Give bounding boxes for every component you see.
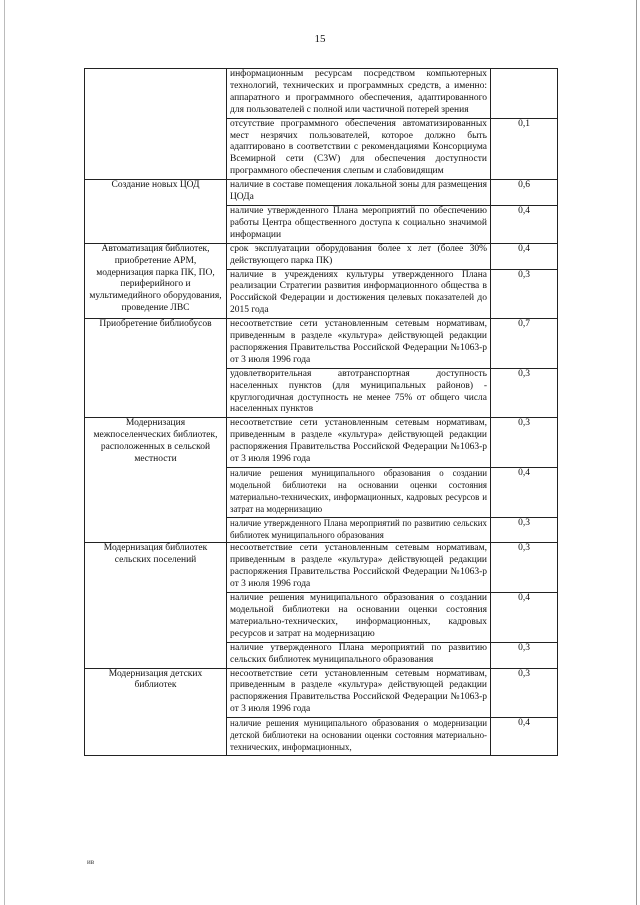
page-number: 15 <box>314 33 326 45</box>
table-row <box>85 543 558 593</box>
table-row <box>85 180 558 206</box>
weight-cell: 0,4 <box>491 718 558 756</box>
condition-cell: наличие утвержденного Плана мероприятий по развитию сельских библиотек муниципального образования <box>227 642 491 668</box>
condition-cell: несоответствие сети установленным сетевым нормативам, приведенным в разделе «культура» действующей редакции распоряжения Правительства Российской Федерации №1063-р от 3 июля 1996 года <box>227 543 491 593</box>
direction-cell: Модернизация детских библиотек <box>85 668 227 755</box>
table-row <box>85 69 558 119</box>
weight-cell: 0,3 <box>491 368 558 418</box>
direction-cell: Модернизация межпоселенческих библиотек, расположенных в сельской местности <box>85 418 227 543</box>
direction-cell <box>85 69 227 180</box>
weight-cell: 0,4 <box>491 243 558 269</box>
weight-cell <box>491 69 558 119</box>
table-row <box>85 668 558 718</box>
direction-cell: Автоматизация библиотек, приобретение АРМ, модернизация парка ПК, ПО, периферийного и мультимедийного оборудования, проведение ЛВС <box>85 243 227 318</box>
condition-cell: несоответствие сети установленным сетевым нормативам, приведенным в разделе «культура» действующей редакции распоряжения Правительства Российской Федерации №1063-р от 3 июля 1996 года <box>227 319 491 369</box>
condition-cell: отсутствие программного обеспечения автоматизированных мест незрячих пользователей, которое должно быть адаптировано в соответствии с рекомендациями Консорциума Всемирной сети (С3W) для обеспечения доступности программного обеспечения слепым и слабовидящим <box>227 118 491 180</box>
weight-cell: 0,3 <box>491 418 558 468</box>
table-row <box>85 418 558 468</box>
weight-cell: 0,7 <box>491 319 558 369</box>
condition-cell: несоответствие сети установленным сетевым нормативам, приведенным в разделе «культура» действующей редакции распоряжения Правительства Российской Федерации №1063-р от 3 июля 1996 года <box>227 668 491 718</box>
condition-cell: удовлетворительная автотранспортная доступность населенных пунктов (для муниципальных районов) - круглогодичная доступность не менее 75% от общего числа населенных пунктов <box>227 368 491 418</box>
table-row <box>85 319 558 369</box>
weight-cell: 0,6 <box>491 180 558 206</box>
condition-cell: наличие в составе помещения локальной зоны для размещения ЦОДа <box>227 180 491 206</box>
condition-cell: наличие решения муниципального образования о создании модельной библиотеки на основании оценки состояния материально-технических, информационных, кадровых ресурсов и затрат на модернизацию <box>227 468 491 518</box>
condition-cell: срок эксплуатации оборудования более х лет (более 30% действующего парка ПК) <box>227 243 491 269</box>
condition-cell: наличие утвержденного Плана мероприятий по обеспечению работы Центра общественного доступа к социально значимой информации <box>227 205 491 243</box>
scan-edge-left <box>4 0 5 905</box>
condition-cell: наличие решения муниципального образования о создании модельной библиотеки на основании оценки состояния материально-технических, информационных, кадровых ресурсов и затрат на модернизацию <box>227 593 491 643</box>
criteria-table <box>84 68 558 756</box>
weight-cell: 0,3 <box>491 642 558 668</box>
weight-cell: 0,4 <box>491 468 558 518</box>
weight-cell: 0,3 <box>491 668 558 718</box>
weight-cell: 0,1 <box>491 118 558 180</box>
condition-cell: наличие решения муниципального образования о модернизации детской библиотеки на основании оценки состояния материально-технических, информационных, <box>227 718 491 756</box>
criteria-table-body <box>85 69 558 756</box>
condition-cell: информационным ресурсам посредством компьютерных технологий, технических и программных средств, а именно: аппаратного и программного обеспечения, адаптированного для пользователей с полной или частичной потерей зрения <box>227 69 491 119</box>
weight-cell: 0,3 <box>491 543 558 593</box>
condition-cell: наличие в учреждениях культуры утвержденного Плана реализации Стратегии развития информационного общества в Российской Федерации и достижения целевых показателей до 2015 года <box>227 269 491 319</box>
weight-cell: 0,4 <box>491 205 558 243</box>
direction-cell: Приобретение библиобусов <box>85 319 227 418</box>
scan-edge-right <box>636 0 637 905</box>
weight-cell: 0,3 <box>491 517 558 543</box>
table-row <box>85 243 558 269</box>
condition-cell: наличие утвержденного Плана мероприятий по развитию сельских библиотек муниципального образования <box>227 517 491 543</box>
weight-cell: 0,3 <box>491 269 558 319</box>
direction-cell: Создание новых ЦОД <box>85 180 227 244</box>
direction-cell: Модернизация библиотек сельских поселений <box>85 543 227 668</box>
weight-cell: 0,4 <box>491 593 558 643</box>
footer-mark: ив <box>87 858 95 866</box>
condition-cell: несоответствие сети установленным сетевым нормативам, приведенным в разделе «культура» действующей редакции распоряжения Правительства Российской Федерации №1063-р от 3 июля 1996 года <box>227 418 491 468</box>
